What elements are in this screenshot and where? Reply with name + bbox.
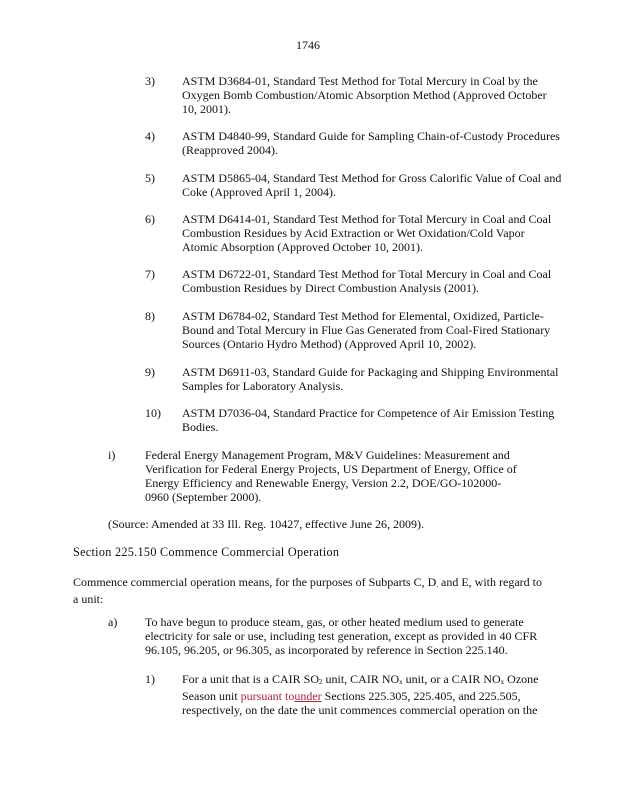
item-1-text-part: unit, CAIR NO <box>322 672 400 686</box>
inserted-text: pursuant to <box>240 689 295 703</box>
nox-subscript: x <box>500 678 505 686</box>
list-item-number: 5) <box>145 171 155 185</box>
list-item-text: ASTM D6911-03, Standard Guide for Packaging and Shipping Environmental Samples for Laboratory Analysis. <box>182 365 559 393</box>
list-item-text: ASTM D6722-01, Standard Test Method for Total Mercury in Coal and Coal Combustion Residues by Direct Combustion Analysis (2001). <box>182 267 552 295</box>
item-1-label: 1) <box>145 672 155 686</box>
inserted-text: under <box>294 689 322 703</box>
list-item-text: ASTM D6414-01, Standard Test Method for Total Mercury in Coal and Coal Combustion Residues by Acid Extraction or Wet Oxidation/Cold Vapor Atomic Absorption (Approved October 10, 2001). <box>182 212 552 254</box>
item-1-text-part: Sections 225.305, 225.405, and 225.505, respectively, on the date the unit commences commercial operation on the <box>182 689 538 717</box>
list-item-text: ASTM D3684-01, Standard Test Method for Total Mercury in Coal by the Oxygen Bomb Combustion/Atomic Absorption Method (Approved October 10, 2001). <box>182 74 547 116</box>
item-a-label: a) <box>108 615 118 629</box>
list-item-text: ASTM D4840-99, Standard Guide for Sampling Chain-of-Custody Procedures (Reapproved 2004). <box>182 129 560 157</box>
definition-intro: Commence commercial operation means, for the purposes of Subparts C, D <box>73 575 437 589</box>
item-1-text <box>182 672 552 717</box>
list-item-text: ASTM D7036-04, Standard Practice for Competence of Air Emission Testing Bodies. <box>182 406 555 434</box>
list-item-number: 10) <box>145 406 161 420</box>
so2-subscript: 2 <box>319 678 323 686</box>
list-item-number: 3) <box>145 74 155 88</box>
item-1-text-part: Ozone Season unit <box>182 672 539 703</box>
section-heading: Section 225.150 Commence Commercial Operation <box>73 545 340 559</box>
list-item-number: 9) <box>145 365 155 379</box>
page-number: 1746 <box>296 38 320 52</box>
item-i-label: i) <box>108 448 116 462</box>
list-item-number: 6) <box>145 212 155 226</box>
item-a-text: To have begun to produce steam, gas, or other heated medium used to generate electricity for sale or use, including test generation, except as provided in 40 CFR 96.105, 96.205, or 96.305, as incorporated by reference in Section 225.140. <box>145 615 538 657</box>
nox-subscript: x <box>399 678 403 686</box>
item-1-text-part: unit, or a CAIR NO <box>402 672 501 686</box>
list-item-text: ASTM D6784-02, Standard Test Method for Elemental, Oxidized, Particle-Bound and Total Mercury in Flue Gas Generated from Coal-Fired Stationary Sources (Ontario Hydro Method) (Approved April 10, 2002). <box>182 309 551 351</box>
source-note: (Source: Amended at 33 Ill. Reg. 10427, effective June 26, 2009). <box>108 517 425 531</box>
list-item-number: 4) <box>145 129 155 143</box>
list-item-text: ASTM D5865-04, Standard Test Method for Gross Calorific Value of Coal and Coke (Approved April 1, 2004). <box>182 171 562 199</box>
definition-tail: and E, with regard to a unit: <box>73 575 542 606</box>
list-item-number: 8) <box>145 309 155 323</box>
list-item-number: 7) <box>145 267 155 281</box>
definition-sub-mark: , <box>436 581 438 589</box>
item-1-text-part: For a unit that is a CAIR SO <box>182 672 319 686</box>
item-i-text: Federal Energy Management Program, M&V Guidelines: Measurement and Verification for Federal Energy Projects, US Department of Energy, Office of Energy Efficiency and Renewable Energy, Version 2.2, DOE/GO-102000-0960 (September 2000). <box>145 448 517 504</box>
definition-paragraph <box>73 575 543 606</box>
